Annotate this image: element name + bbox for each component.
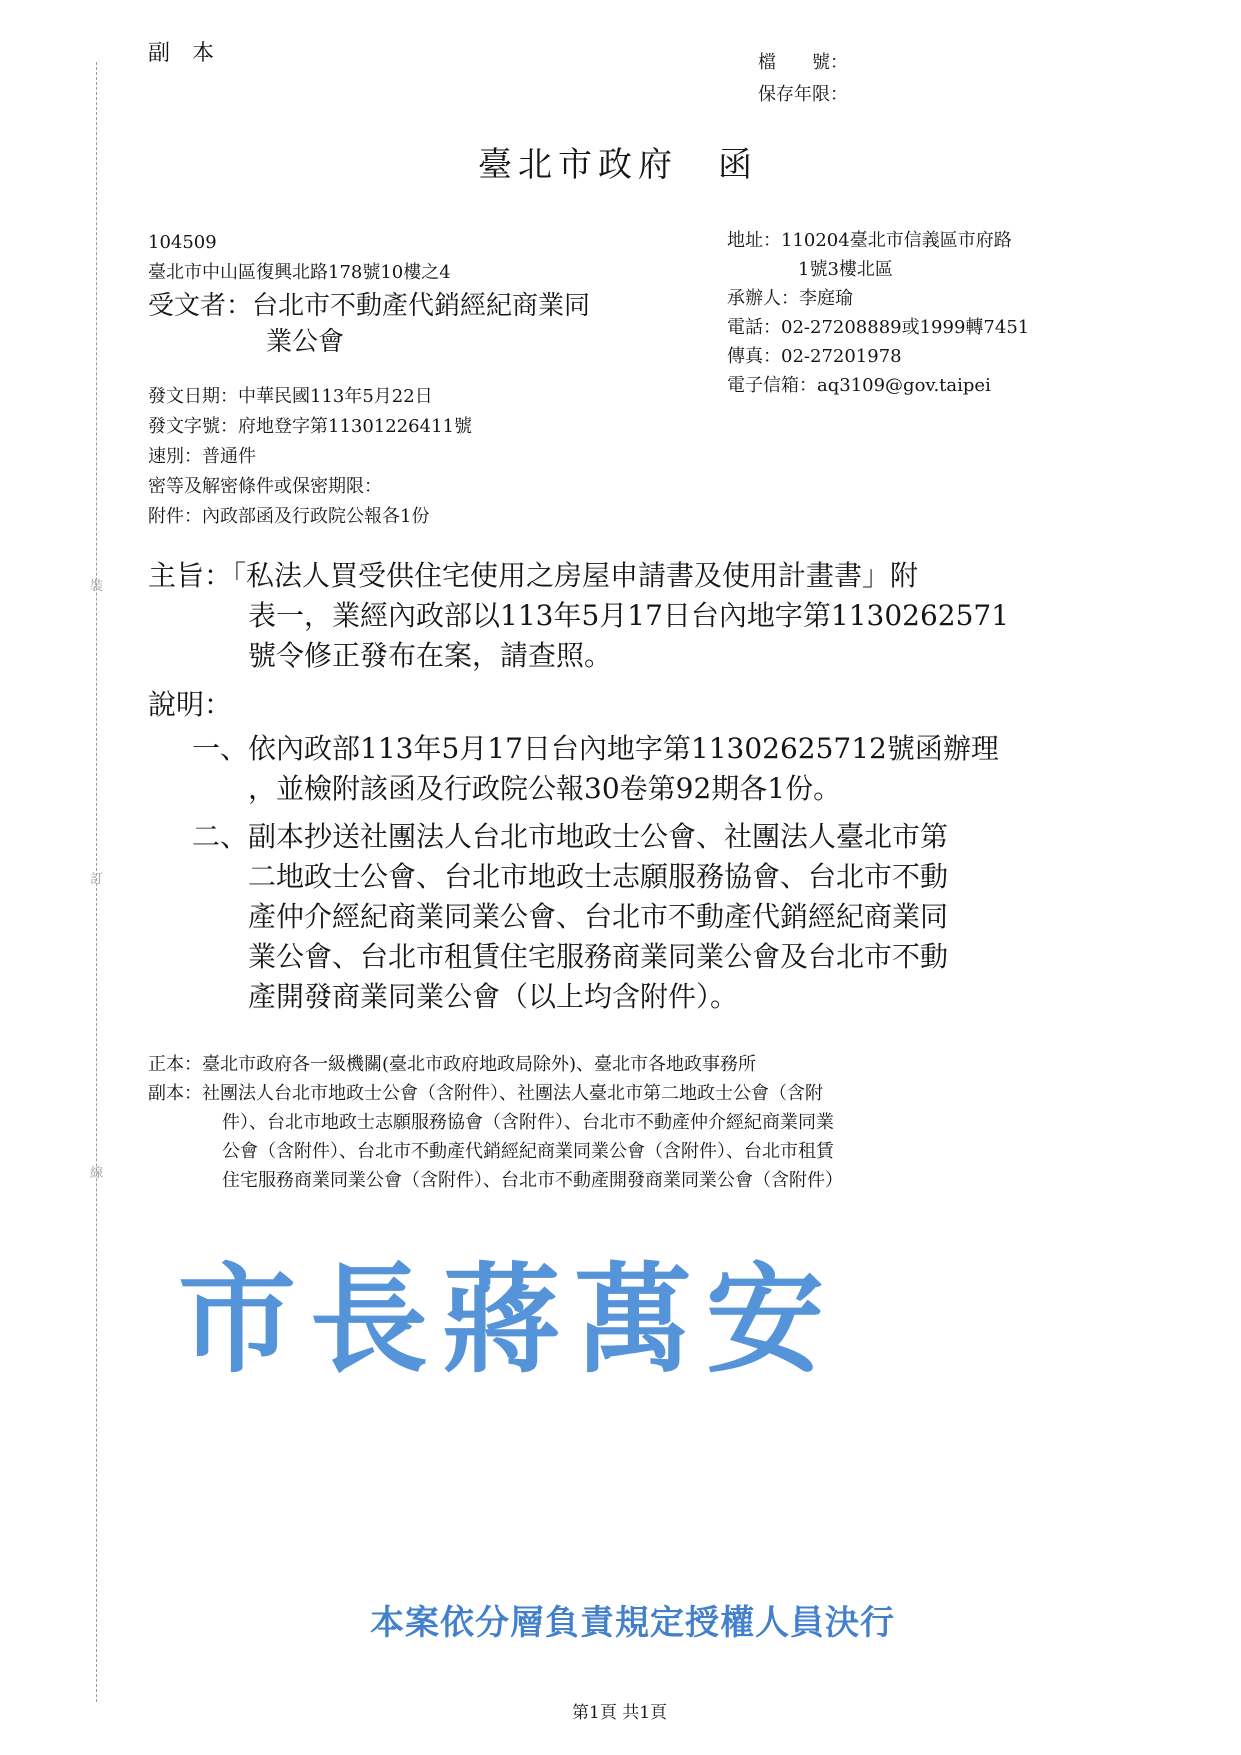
issue-date: 發文日期：中華民國113年5月22日	[148, 386, 433, 407]
margin-mark-bind: 裝	[90, 579, 104, 594]
explanation-item-2-line-4: 業公會、台北市租賃住宅服務商業同業公會及台北市不動	[248, 940, 949, 973]
explanation-item-2-line-3: 產仲介經紀商業同業公會、台北市不動產代銷經紀商業同	[248, 900, 949, 933]
explanation-item-2-line-5: 產開發商業同業公會（以上均含附件）。	[248, 980, 739, 1013]
authorization-stamp: 本案依分層負責規定授權人員決行	[370, 1603, 895, 1643]
mayor-seal-stamp: 市長蔣萬安	[178, 1250, 839, 1389]
copy-recipients-line-4: 住宅服務商業同業公會（含附件）、台北市不動產開發商業同業公會（含附件）	[222, 1170, 843, 1191]
delivery-speed: 速別：普通件	[148, 446, 256, 467]
copy-recipients-line-3: 公會（含附件）、台北市不動產代銷經紀商業同業公會（含附件）、台北市租賃	[222, 1141, 834, 1162]
handler: 承辦人：李庭瑜	[727, 288, 853, 309]
sender-address-1: 地址：110204臺北市信義區市府路	[727, 230, 1012, 251]
explanation-item-1-line-1: 一、依內政部113年5月17日台內地字第11302625712號函辦理	[192, 732, 999, 765]
postal-code: 104509	[148, 232, 217, 253]
document-number: 發文字號：府地登字第11301226411號	[148, 416, 472, 437]
secrecy-level: 密等及解密條件或保密期限：	[148, 476, 382, 497]
explanation-item-2-line-1: 二、副本抄送社團法人台北市地政士公會、社團法人臺北市第	[192, 820, 949, 853]
copy-mark: 副 本	[148, 41, 215, 66]
explanation-item-2-line-2: 二地政士公會、台北市地政士志願服務協會、台北市不動	[248, 860, 949, 893]
recipient-line-2: 業公會	[266, 327, 345, 357]
copy-recipients-line-2: 件）、台北市地政士志願服務協會（含附件）、台北市不動產仲介經紀商業同業	[222, 1112, 834, 1133]
fax: 傳真：02-27201978	[727, 346, 902, 367]
retention-label: 保存年限：	[758, 84, 848, 105]
margin-mark-staple: 訂	[90, 872, 104, 887]
subject-line-2: 表一，業經內政部以113年5月17日台內地字第1130262571	[248, 599, 1010, 632]
margin-mark-line: 線	[90, 1166, 104, 1181]
copy-recipients-line-1: 副本：社團法人台北市地政士公會（含附件）、社團法人臺北市第二地政士公會（含附	[148, 1083, 823, 1104]
original-recipients: 正本：臺北市政府各一級機關(臺北市政府地政局除外)、臺北市各地政事務所	[148, 1054, 757, 1075]
subject-line-1: 主旨：「私法人買受供住宅使用之房屋申請書及使用計畫書」附	[148, 559, 919, 592]
attachments: 附件：內政部函及行政院公報各1份	[148, 506, 430, 527]
explanation-heading: 說明：	[148, 688, 233, 721]
page-number: 第1頁 共1頁	[572, 1703, 668, 1723]
email: 電子信箱：aq3109@gov.taipei	[727, 375, 991, 396]
subject-line-3: 號令修正發布在案，請查照。	[248, 639, 613, 672]
explanation-item-1-line-2: ，並檢附該函及行政院公報30卷第92期各1份。	[248, 772, 842, 805]
recipient-address: 臺北市中山區復興北路178號10樓之4	[148, 262, 451, 283]
sender-address-2: 1號3樓北區	[798, 259, 893, 280]
recipient-line-1: 受文者：台北市不動產代銷經紀商業同	[148, 291, 591, 321]
file-number-label: 檔 號：	[758, 52, 848, 73]
phone: 電話：02-27208889或1999轉7451	[727, 317, 1030, 338]
document-title: 臺北市政府 函	[478, 145, 758, 185]
